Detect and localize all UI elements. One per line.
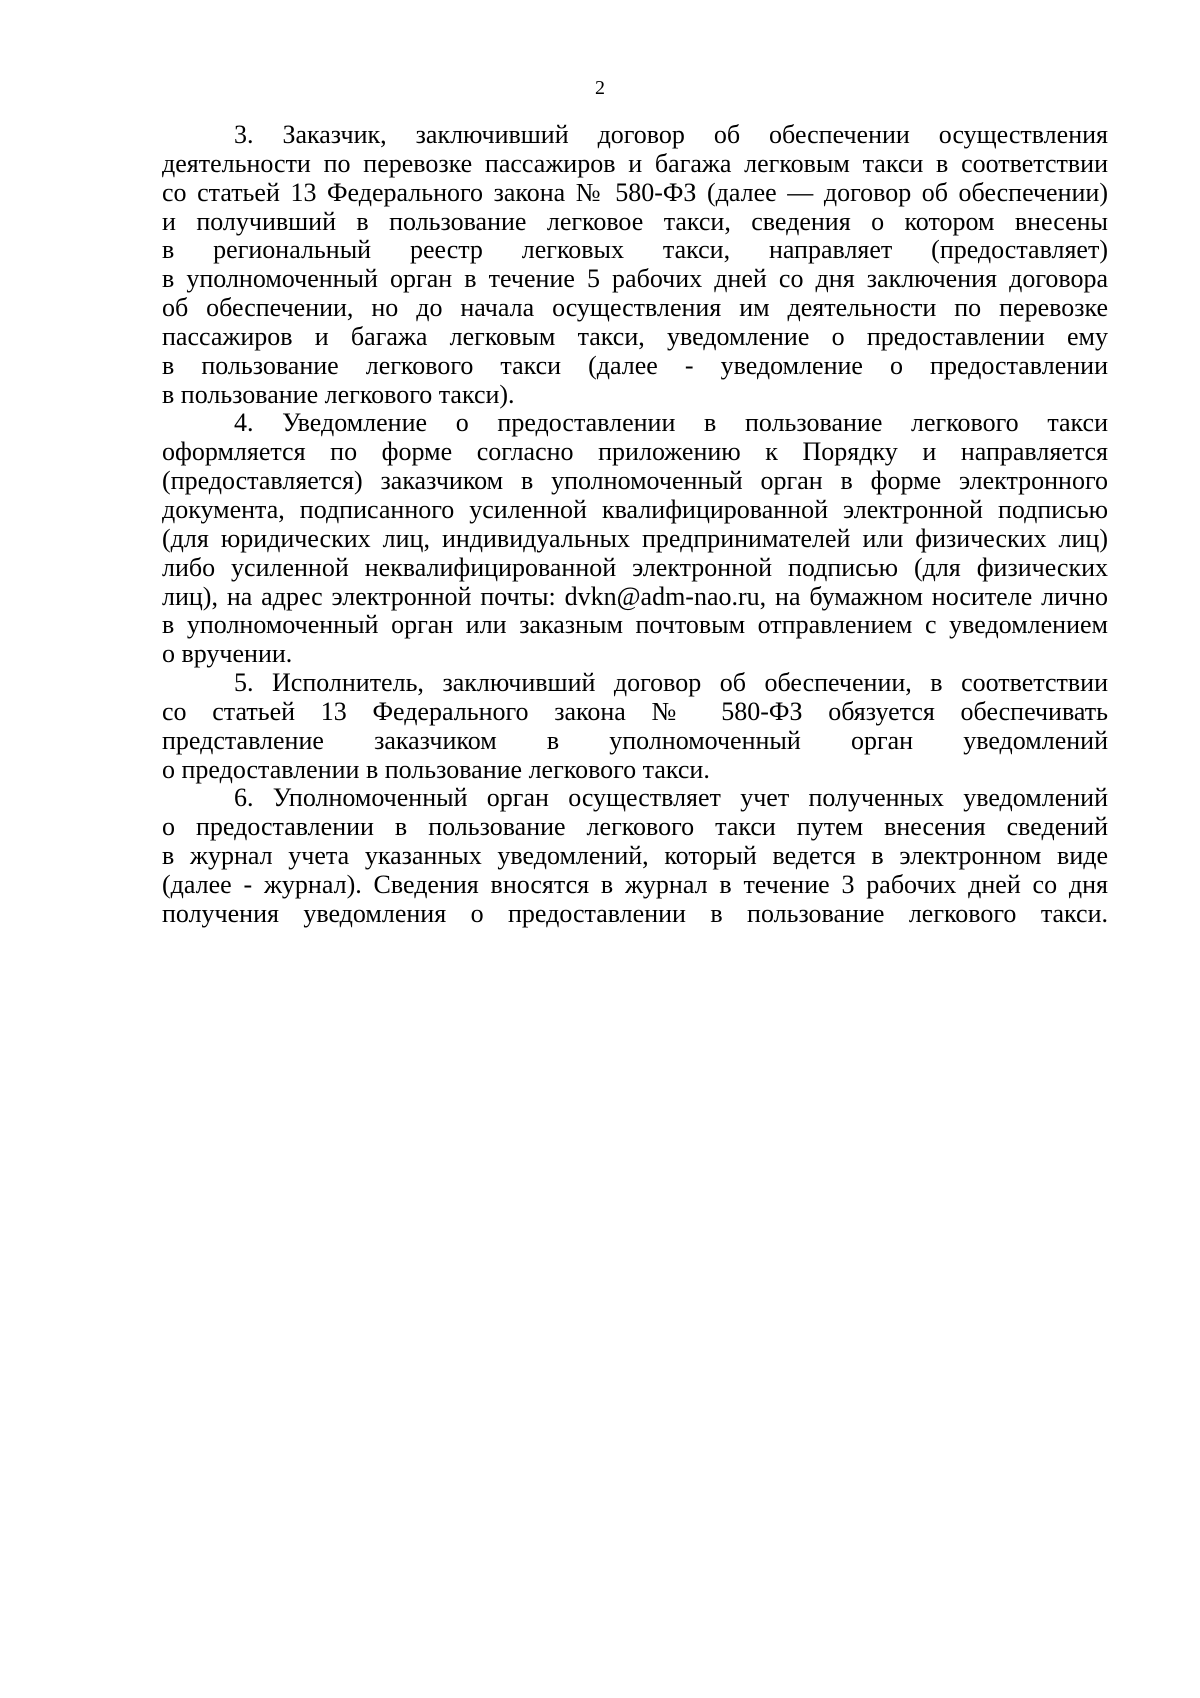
paragraph-6 xyxy=(162,784,1108,928)
text-line: представление заказчиком в уполномоченный орган уведомлений xyxy=(162,725,1108,755)
text-line: о вручении. xyxy=(162,639,293,669)
text-line: 5. Исполнитель, заключивший договор об обеспечении, в соответствии xyxy=(234,668,1108,698)
text-line: со статьей 13 Федерального закона № 580-ФЗ обязуется обеспечивать xyxy=(162,696,1108,726)
text-line: получения уведомления о предоставлении в пользование легкового такси. xyxy=(162,898,1108,928)
text-line: документа, подписанного усиленной квалифицированной электронной подписью xyxy=(162,494,1108,524)
text-line: деятельности по перевозке пассажиров и багажа легковым такси в соответствии xyxy=(162,148,1108,178)
text-line: в региональный реестр легковых такси, направляет (предоставляет) xyxy=(162,235,1108,265)
text-line: о предоставлении в пользование легкового такси. xyxy=(162,754,710,784)
document-body xyxy=(162,121,1108,929)
text-line: в пользование легкового такси). xyxy=(162,379,515,409)
text-line: (далее - журнал). Сведения вносятся в журнал в течение 3 рабочих дней со дня xyxy=(162,869,1108,899)
text-line: о предоставлении в пользование легкового такси путем внесения сведений xyxy=(162,812,1108,842)
text-line: (для юридических лиц, индивидуальных предпринимателей или физических лиц) xyxy=(162,523,1108,553)
text-line: пассажиров и багажа легковым такси, уведомление о предоставлении ему xyxy=(162,321,1108,351)
text-line: в пользование легкового такси (далее - уведомление о предоставлении xyxy=(162,350,1108,380)
text-line: в журнал учета указанных уведомлений, который ведется в электронном виде xyxy=(162,841,1108,871)
text-line: об обеспечении, но до начала осуществления им деятельности по перевозке xyxy=(162,293,1108,323)
paragraph-3 xyxy=(162,121,1108,409)
text-line: 3. Заказчик, заключивший договор об обеспечении осуществления xyxy=(234,120,1108,149)
text-line: со статьей 13 Федерального закона № 580-ФЗ (далее — договор об обеспечении) xyxy=(162,177,1108,207)
paragraph-5 xyxy=(162,669,1108,784)
text-line: в уполномоченный орган в течение 5 рабочих дней со дня заключения договора xyxy=(162,264,1108,294)
paragraph-4 xyxy=(162,409,1108,669)
text-line: 6. Уполномоченный орган осуществляет учет полученных уведомлений xyxy=(234,783,1108,813)
text-line: либо усиленной неквалифицированной электронной подписью (для физических xyxy=(162,552,1108,582)
text-line: лиц), на адрес электронной почты: dvkn@adm-nao.ru, на бумажном носителе лично xyxy=(162,581,1108,611)
text-line: 4. Уведомление о предоставлении в пользование легкового такси xyxy=(234,408,1108,438)
text-line: (предоставляется) заказчиком в уполномоченный орган в форме электронного xyxy=(162,466,1108,496)
text-line: оформляется по форме согласно приложению к Порядку и направляется xyxy=(162,437,1108,467)
text-line: и получивший в пользование легковое такси, сведения о котором внесены xyxy=(162,206,1108,236)
page-number: 2 xyxy=(595,77,605,99)
text-line: в уполномоченный орган или заказным почтовым отправлением с уведомлением xyxy=(162,610,1108,640)
